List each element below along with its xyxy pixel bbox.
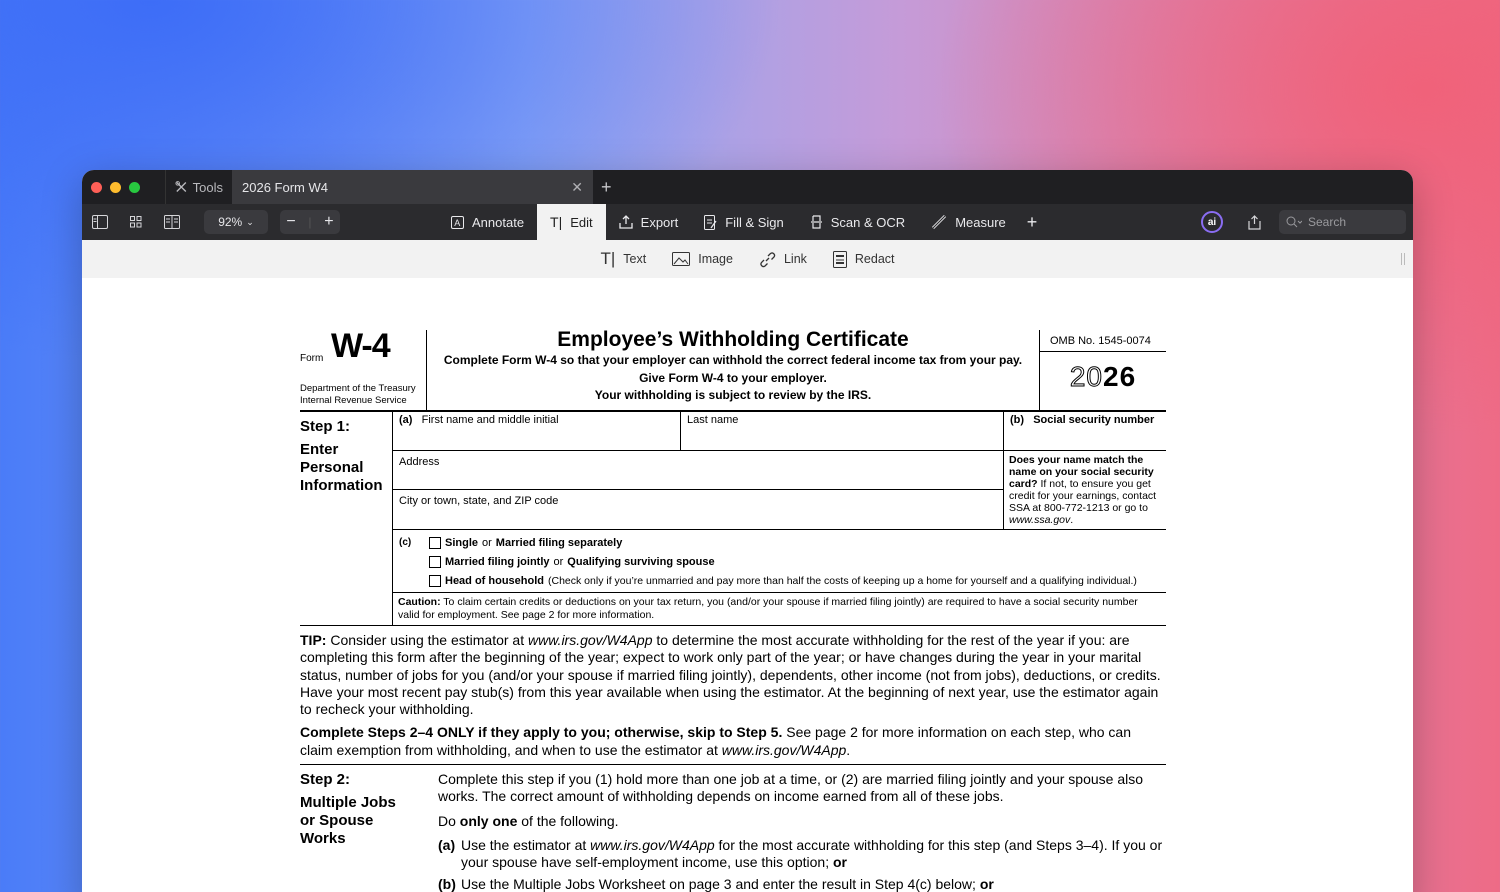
zoom-controls — [280, 210, 340, 234]
measure-icon — [931, 214, 947, 230]
ai-label: ai — [1207, 216, 1217, 228]
sidebar-toggle-icon[interactable] — [82, 204, 118, 240]
zoom-in-button[interactable]: + — [324, 213, 334, 230]
last-name-field[interactable] — [681, 412, 1004, 450]
ai-assistant-button[interactable] — [1201, 211, 1223, 233]
step-1-name — [300, 441, 392, 495]
opt1-bold-1: Single — [445, 536, 479, 549]
zoom-out-button[interactable]: − — [286, 213, 296, 230]
field-tag-c: (c) — [399, 537, 412, 548]
last-name-label: Last name — [687, 414, 739, 426]
caution-label: Caution: — [398, 596, 441, 608]
pdf-page — [300, 327, 1166, 892]
ssa-question: Does your name match the name on your social security card? — [1009, 454, 1154, 490]
ssn-label: Social security number — [1033, 414, 1155, 426]
opt1-or: or — [482, 536, 492, 549]
form-subtitle-1: Complete Form W-4 so that your employer can withhold the correct federal income tax from your pay. — [443, 353, 1023, 367]
form-id-block — [300, 327, 427, 410]
step-2-name-line-2: or Spouse — [300, 812, 374, 830]
tab-fill-sign[interactable] — [691, 204, 797, 240]
tip-text-1: Consider using the estimator at — [326, 632, 528, 648]
toolbar-grip[interactable] — [1401, 253, 1405, 265]
step-1-label — [300, 412, 392, 625]
year-outline: 20 — [1069, 361, 1103, 392]
option-a-text-2: for the most accurate withholding for this step (and Steps 3–4). If you or your spouse have self-employment income, use this option; — [461, 836, 1163, 871]
step-2-section — [300, 771, 1166, 892]
option-a-text-1: Use the estimator at — [461, 836, 591, 853]
joint-checkbox[interactable] — [429, 556, 441, 568]
step-1-name-line-1: Enter — [300, 441, 339, 458]
opt1-bold-2: Married filing separately — [495, 536, 623, 549]
tab-edit[interactable] — [537, 204, 606, 240]
step-2-label — [300, 771, 438, 892]
step-2-instruction — [438, 813, 1166, 830]
tools-icon — [175, 180, 188, 194]
zoom-divider: | — [308, 215, 312, 229]
edit-image-tool[interactable] — [659, 252, 746, 266]
tab-measure[interactable] — [918, 204, 1019, 240]
step-2-name-line-1: Multiple Jobs — [300, 794, 396, 812]
omb-number: OMB No. 1545-0074 — [1040, 330, 1166, 352]
tab-scan-ocr-label: Scan & OCR — [830, 214, 906, 230]
ssa-text: If not, to ensure you get credit for your earnings, contact SSA at 800-772-1213 or go to — [1009, 478, 1157, 514]
scan-icon — [810, 215, 823, 229]
edit-text-tool[interactable] — [587, 249, 659, 269]
close-tab-icon[interactable]: ✕ — [571, 178, 583, 195]
thumbnail-grid-icon[interactable] — [118, 204, 154, 240]
link-icon — [759, 251, 776, 268]
document-tab-title: 2026 Form W4 — [242, 179, 328, 195]
step-1-fields — [392, 412, 1166, 625]
edit-subtoolbar — [82, 240, 1413, 278]
filing-status — [393, 530, 1166, 593]
step-1-number: Step 1: — [300, 418, 351, 435]
tab-measure-label: Measure — [955, 214, 1006, 230]
filing-option-joint[interactable] — [429, 552, 1137, 571]
omb-block — [1039, 330, 1166, 410]
search-input[interactable] — [1279, 210, 1406, 234]
app-window — [82, 170, 1413, 892]
step-1-name-line-2: Personal — [300, 459, 364, 476]
page-layout-icon[interactable] — [154, 204, 190, 240]
complete-label: Complete Steps 2–4 ONLY if they apply to you; otherwise, skip to Step 5. — [300, 724, 783, 741]
tip-label: TIP: — [300, 632, 327, 648]
tab-annotate[interactable] — [438, 204, 537, 240]
complete-end: . — [846, 741, 851, 758]
name-row — [393, 412, 1166, 451]
dept-line-1: Department of the Treasury — [300, 383, 416, 394]
share-icon[interactable] — [1243, 215, 1265, 230]
step-2-intro: Complete this step if you (1) hold more than one job at a time, or (2) are married filing jointly and your spouse also works. The correct amount of withholding depends on income earned from all of these jobs. — [438, 771, 1144, 805]
window-controls — [82, 182, 165, 193]
tip-paragraph — [300, 632, 1166, 718]
opt3-bold: Head of household — [445, 574, 544, 587]
ssa-end: . — [1070, 514, 1074, 526]
edit-text-label: Text — [623, 252, 647, 266]
edit-redact-tool[interactable] — [820, 251, 908, 268]
fill-sign-icon — [704, 215, 717, 230]
ssa-link: www.ssa.gov — [1009, 514, 1071, 526]
step-2-option-a — [438, 837, 1166, 872]
new-tab-button[interactable]: + — [601, 176, 612, 197]
tip-link[interactable]: www.irs.gov/W4App — [528, 632, 653, 648]
step-2-name — [300, 794, 438, 848]
image-icon — [672, 252, 690, 266]
tip-text-2: to determine the most accurate withholding for the rest of the year if you: are completing this form after the beginning of the year; expect to work only part of the year; or have changes during the year in your marital status, number of jobs for you (and/or your spouse if married filing jointly), dependents, other income (not from jobs), deductions, or credits. Have your most recent pay stub(s) from this year available when using the estimator. At the beginning of next year, use the estimator again to recheck your withholding. — [300, 632, 1161, 718]
instr-a: Do — [438, 812, 460, 829]
filing-option-head[interactable] — [429, 571, 1137, 590]
tools-tab-label: Tools — [192, 179, 223, 195]
opt2-or: or — [553, 555, 564, 568]
form-title: Employee’s Withholding Certificate — [557, 328, 909, 351]
complete-steps-paragraph — [300, 724, 1166, 765]
zoom-dropdown[interactable] — [204, 210, 268, 234]
maximize-window-button[interactable] — [129, 182, 140, 193]
svg-text:A: A — [454, 217, 461, 228]
opt2-bold-1: Married filing jointly — [445, 555, 550, 568]
caution-text: To claim certain credits or deductions on your tax return, you (and/or your spouse if married filing jointly) are required to have a social security number valid for employment. See page 2 for more information. — [398, 596, 1138, 621]
edit-image-label: Image — [698, 252, 733, 266]
address-label: Address — [399, 456, 440, 468]
complete-text: See page 2 for more information on each step, who can claim exemption from withholding, and when to use the estimator at — [300, 724, 1131, 758]
zoom-value: 92% — [218, 215, 243, 229]
form-year — [1040, 361, 1166, 393]
option-a-link[interactable]: www.irs.gov/W4App — [590, 836, 715, 853]
annotate-icon — [451, 216, 464, 229]
ssn-field[interactable] — [1004, 412, 1166, 450]
department — [300, 383, 416, 407]
form-subtitle-3: Your withholding is subject to review by the IRS. — [594, 388, 872, 402]
form-label: Form — [300, 353, 324, 364]
option-a-marker: (a) — [438, 836, 456, 853]
opt3-text: (Check only if you’re unmarried and pay more than half the costs of keeping up a home for yourself and a qualifying individual.) — [548, 574, 1137, 587]
tab-edit-label: Edit — [570, 214, 593, 230]
opt2-bold-2: Qualifying surviving spouse — [567, 555, 715, 568]
complete-link[interactable]: www.irs.gov/W4App — [721, 741, 847, 758]
single-checkbox[interactable] — [429, 537, 441, 549]
export-icon — [619, 215, 633, 229]
search-placeholder: Search — [1308, 215, 1347, 229]
field-tag-b: (b) — [1010, 414, 1025, 426]
city-label: City or town, state, and ZIP code — [399, 494, 559, 507]
filing-option-single[interactable] — [429, 533, 1137, 552]
step-2-option-b — [438, 876, 1166, 892]
form-header — [300, 327, 1166, 412]
form-subtitle-2: Give Form W-4 to your employer. — [639, 370, 827, 385]
edit-redact-label: Redact — [854, 252, 895, 266]
tab-scan-ocr[interactable] — [797, 204, 918, 240]
year-bold: 26 — [1103, 361, 1137, 392]
field-tag-a: (a) — [399, 414, 413, 426]
instr-b: only one — [459, 812, 518, 829]
redact-icon — [833, 251, 847, 268]
address-block — [393, 451, 1166, 530]
minimize-window-button[interactable] — [110, 182, 121, 193]
head-checkbox[interactable] — [429, 575, 441, 587]
option-a-or: or — [832, 854, 847, 871]
option-b-or: or — [979, 875, 994, 892]
search-icon — [1286, 216, 1302, 228]
tab-export[interactable] — [606, 204, 692, 240]
form-name: W-4 — [331, 327, 390, 365]
first-name-field[interactable] — [393, 412, 681, 450]
option-b-marker: (b) — [438, 875, 456, 892]
close-window-button[interactable] — [91, 182, 102, 193]
step-1-name-line-3: Information — [300, 477, 383, 494]
document-tab[interactable] — [232, 170, 593, 204]
step-1-section — [300, 412, 1166, 626]
tab-fill-sign-label: Fill & Sign — [725, 214, 784, 230]
main-toolbar — [82, 204, 1413, 240]
tools-tab[interactable] — [165, 170, 232, 204]
step-2-number: Step 2: — [300, 771, 351, 789]
city-field[interactable] — [393, 490, 1003, 529]
mode-tabs — [438, 204, 1045, 240]
title-bar — [82, 170, 1413, 204]
text-tool-icon: T| — [600, 249, 616, 268]
edit-link-label: Link — [783, 252, 807, 266]
first-name-label: First name and middle initial — [421, 414, 559, 426]
chevron-down-icon: ⌄ — [246, 216, 254, 227]
edit-link-tool[interactable] — [746, 251, 820, 268]
caution-note — [393, 593, 1166, 625]
address-field[interactable] — [393, 451, 1003, 490]
step-2-body — [438, 771, 1166, 892]
instr-c: of the following. — [517, 812, 619, 829]
tab-annotate-label: Annotate — [472, 214, 525, 230]
edit-text-icon: T| — [550, 214, 563, 230]
step-2-name-line-3: Works — [300, 830, 346, 848]
option-b-text: Use the Multiple Jobs Worksheet on page 3 and enter the result in Step 4(c) below; — [461, 875, 980, 892]
ssa-note — [1004, 451, 1166, 529]
tab-export-label: Export — [640, 214, 679, 230]
form-title-block — [427, 330, 1039, 410]
dept-line-2: Internal Revenue Service — [300, 395, 407, 406]
add-tool-button[interactable]: + — [1026, 211, 1038, 232]
